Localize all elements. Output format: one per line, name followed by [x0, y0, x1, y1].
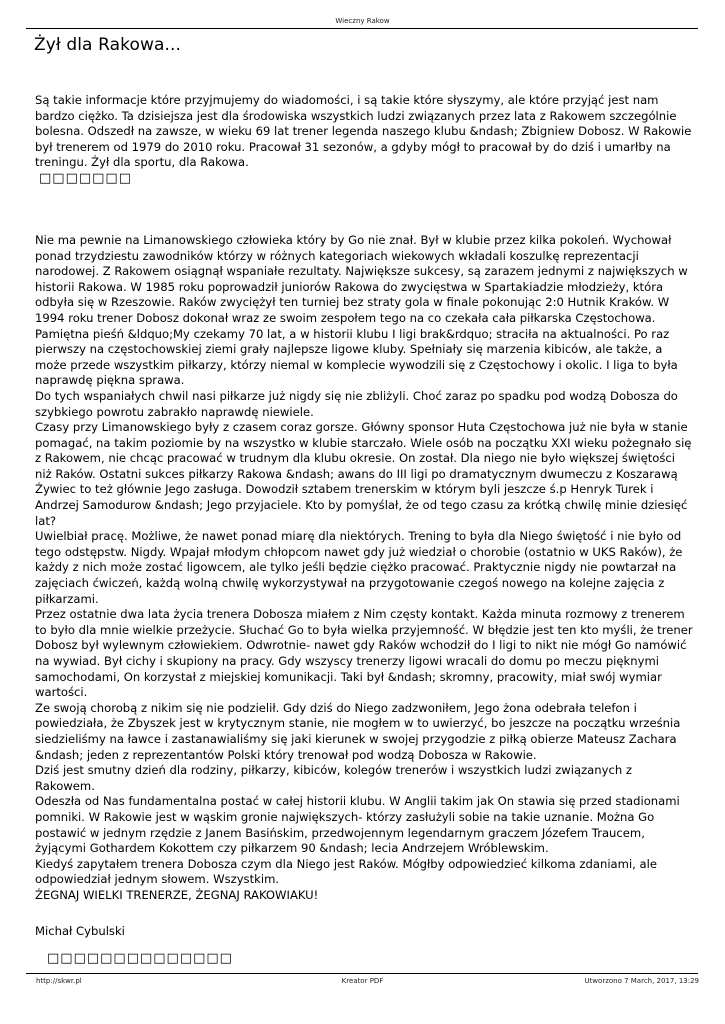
- footer-created-timestamp: Utworzono 7 March, 2017, 13:29: [584, 977, 699, 985]
- body-paragraph: Uwielbiał pracę. Możliwe, że nawet ponad miarę dla niektórych. Trening to była dla Niego świętość i nie było od tego odstępstw. Nigdy. Wpajał młodym chłopcom nawet gdy już wiedział o chorobie (ostatnio w UKS Raków), że każdy z nich może zostać ligowcem, ale tylko jeśli będzie ciężko pracować. Praktycznie nigdy nie powtarzał na zajęciach ćwiczeń, każdą wolną chwilę wykorzystywał na przygotowanie czegoś nowego na kolejne zajęcia z piłkarzami.: [35, 529, 683, 606]
- body-paragraph: Ze swoją chorobą z nikim się nie podzielił. Gdy dziś do Niego zadzwoniłem, Jego żona odebrała telefon i powiedziała, że Zbyszek jest w krytycznym stanie, nie mogłem w to uwierzyć, bo jeszcze na początku września siedzieliśmy na ławce i zastanawialiśmy się jaki kierunek w swojej przygodzie z piłką obierze Mateusz Zachara &ndash; jeden z reprezentantów Polski który trenował pod wodzą Dobosza w Rakowie.: [35, 700, 681, 762]
- article-body: [35, 93, 695, 966]
- footer-url: http://skwr.pl: [36, 977, 82, 985]
- body-paragraph: Przez ostatnie dwa lata życia trenera Dobosza miałem z Nim częsty kontakt. Każda minuta rozmowy z trenerem to było dla mnie wielkie przeżycie. Słuchać Go to była wielka przyjemność. W błędzie jest ten kto myśli, że trener Dobosz był wylewnym człowiekiem. Odwrotnie- nawet gdy Raków wchodził do I ligi to nikt nie mógł Go namówić na wywiad. Był cichy i skupiony na pracy. Gdy wszyscy trenerzy ligowi wracali do domu po meczu pięknymi samochodami, On korzystał z miejskiej komunikacji. Taki był &ndash; skromny, pracowity, miał swój wymiar wartości.: [35, 607, 693, 700]
- body-paragraph: Dziś jest smutny dzień dla rodziny, piłkarzy, kibiców, kolegów trenerów i wszystkich ludzi związanych z Rakowem.: [35, 763, 632, 793]
- spacer: [35, 186, 695, 233]
- body-paragraph: Czasy przy Limanowskiego były z czasem coraz gorsze. Główny sponsor Huta Częstochowa już nie była w stanie pomagać, na takim poziomie by na wszystko w klubie starczało. Wiele osób na początku XXI wieku pożegnało się z Rakowem, nie chcąc pracować w trudnym dla klubu okresie. On został. Dla niego nie było większej świętości niż Raków. Ostatni sukces piłkarzy Rakowa &ndash; awans do III ligi po dramatycznym dwumeczu z Koszarawą Żywiec to też głównie Jego zasługa. Dowodził sztabem trenerskim w którym byli jeszcze ś.p Henryk Turek i Andrzej Samodurow &ndash; Jego przyjaciele. Kto by pomyślał, że od tego czasu za krótką chwilę minie dziesięć lat?: [35, 420, 692, 528]
- body-paragraph: Do tych wspaniałych chwil nasi piłkarze już nigdy się nie zbliżyli. Choć zaraz po spadku pod wodzą Dobosza do szybkiego powrotu zabrakło naprawdę niewiele.: [35, 388, 678, 419]
- author-signature: Michał Cybulski: [35, 923, 125, 938]
- article-title: Żył dla Rakowa...: [34, 35, 182, 55]
- intro-paragraph: Są takie informacje które przyjmujemy do wiadomości, i są takie które słyszymy, ale które przyjąć jest nam bardzo ciężko. Ta dzisiejsza jest dla środowiska wszystkich ludzi związanych przez lata z Rakowem szczególnie bolesna. Odszedł na zawsze, w wieku 69 lat trener legenda naszego klubu &ndash; Zbigniew Dobosz. W Rakowie był trenerem od 1979 do 2010 roku. Pracował 31 sezonów, a gdyby mógł to pracował by do dziś i umarłby na treningu. Żył dla sportu, dla Rakowa.: [35, 93, 692, 170]
- body-paragraph: Odeszła od Nas fundamentalna postać w całej historii klubu. W Anglii takim jak On stawia się przed stadionami pomniki. W Rakowie jest w wąskim gronie największych- którzy zasłużyli sobie na takie uznanie. Można Go postawić w jednym rzędzie z Janem Basińskim, przedwojennym legendarnym graczem Józefem Traucem, żyjącymi Gothardem Kokottem czy piłkarzem 90 &ndash; lecia Andrzejem Wróblewskim.: [35, 794, 680, 856]
- missing-glyph-row: □□□□□□□□□□□□□□: [47, 951, 233, 967]
- spacer: [35, 904, 695, 924]
- footer-divider: [26, 973, 698, 974]
- missing-glyph-row: □□□□□□□: [39, 170, 132, 186]
- spacer: [35, 939, 695, 951]
- body-paragraph: Kiedyś zapytałem trenera Dobosza czym dla Niego jest Raków. Mógłby odpowiedzieć kilkoma zdaniami, ale odpowiedział jednym słowem. Wszystkim.: [35, 856, 657, 887]
- body-paragraph: Nie ma pewnie na Limanowskiego człowieka który by Go nie znał. Był w klubie przez kilka pokoleń. Wychował ponad trzydziestu zawodników którzy w różnych kategoriach wiekowych wkładali koszulkę reprezentacji narodowej. Z Rakowem osiągnął wspaniałe rezultaty. Największe sukcesy, są zarazem jednymi z największych w historii Rakowa. W 1985 roku poprowadził juniorów Rakowa do zwycięstwa w Spartakiadzie młodzieży, która odbyła się w Rzeszowie. Raków zwyciężył ten turniej bez straty gola w finale pokonując 2:0 Hutnik Kraków. W 1994 roku trener Dobosz dokonał wraz ze swoim zespołem tego na co czekała cała piłkarska Częstochowa. Pamiętna pieśń &ldquo;My czekamy 70 lat, a w historii klubu I ligi brak&rdquo; straciła na aktualności. Po raz pierwszy na częstochowskiej ziemi grały najlepsze ligowe kluby. Spełniały się marzenia kibiców, ale także, a może przede wszystkim piłkarzy, którzy niemal w komplecie wywodzili się z Częstochowy i okolic. I liga to była naprawdę piękna sprawa.: [35, 232, 688, 388]
- closing-line: ŻEGNAJ WIELKI TRENERZE, ŻEGNAJ RAKOWIAKU!: [35, 887, 319, 902]
- footer-generator: Kreator PDF: [341, 977, 384, 985]
- header-site-title: Wieczny Rakow: [335, 17, 390, 25]
- header-divider: [26, 28, 698, 29]
